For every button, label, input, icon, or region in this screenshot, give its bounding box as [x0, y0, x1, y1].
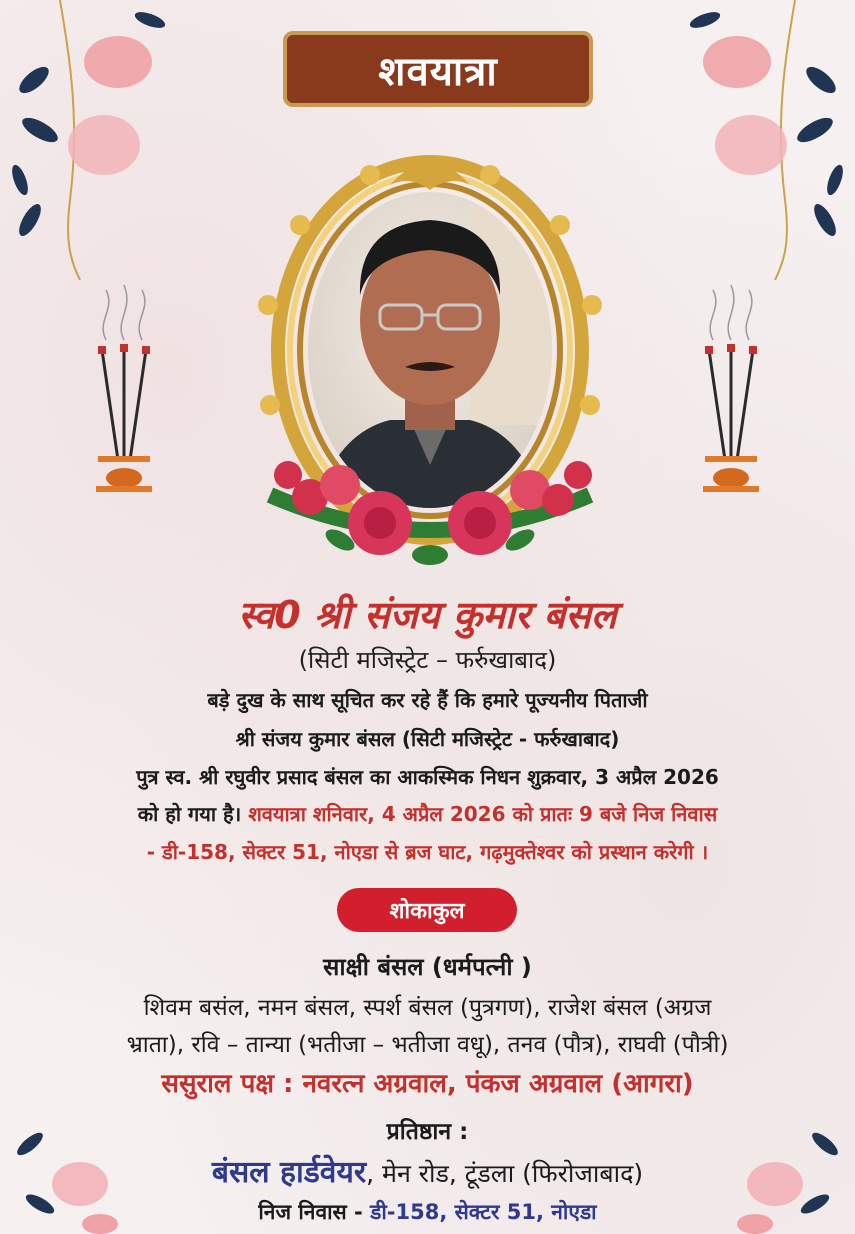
title-banner [283, 31, 593, 107]
message-line-5: - डी-158, सेक्टर 51, नोएडा से ब्रज घाट, गढ़मुक्तेश्वर को प्रस्थान करेगी । [146, 840, 709, 864]
deceased-name: स्व0 श्री संजय कुमार बंसल [238, 593, 617, 637]
designation: (सिटी मजिस्ट्रेट – फर्रुखाबाद) [298, 646, 557, 674]
floral-corner-top-right [675, 0, 855, 280]
home-address: डी-158, सेक्टर 51, नोएडा [370, 1200, 597, 1224]
mourner-wife: साक्षी बंसल (धर्मपत्नी ) [323, 953, 532, 981]
funeral-procession-details: शवयात्रा शनिवार, 4 अप्रैल 2026 को प्रातः 9 बजे निज निवास [248, 802, 718, 826]
establishment-line [0, 1150, 855, 1191]
incense-sticks-icon [92, 280, 156, 500]
home-label: निज निवास - [258, 1200, 371, 1224]
mourner-family-line-2: भ्राता), रवि – तान्या (भतीजा – भतीजा वधू), तनव (पौत्र), राघवी (पौत्री) [126, 1032, 729, 1058]
in-laws-line: ससुराल पक्ष : नवरत्न अग्रवाल, पंकज अग्रवाल (आगरा) [161, 1069, 694, 1099]
incense-sticks-icon [699, 280, 763, 500]
mourner-family-line-1: शिवम बसंल, नमन बंसल, स्पर्श बंसल (पुत्रगण), राजेश बंसल (अग्रज [143, 995, 712, 1021]
mourners-badge [337, 888, 517, 932]
message-line-4-text: को हो गया है। [137, 802, 249, 826]
page-title: शवयात्रा [378, 48, 498, 95]
home-address-line [0, 1198, 855, 1226]
message-line-4 [0, 800, 855, 827]
shop-address: , मेन रोड, टूंडला (फिरोजाबाद) [366, 1159, 644, 1188]
message-line-2: श्री संजय कुमार बंसल (सिटी मजिस्ट्रेट - फर्रुखाबाद) [235, 727, 620, 751]
portrait-frame [240, 145, 620, 585]
shop-name: बंसल हार्डवेयर [211, 1155, 367, 1190]
message-line-3: पुत्र स्व. श्री रघुवीर प्रसाद बंसल का आकस्मिक निधन शुक्रवार, 3 अप्रैल 2026 [136, 765, 719, 789]
mourners-badge-label: शोकाकुल [389, 899, 465, 924]
floral-corner-top-left [0, 0, 180, 280]
message-line-1: बड़े दुख के साथ सूचित कर रहे हैं कि हमारे पूज्यनीय पिताजी [207, 688, 648, 712]
establishment-label: प्रतिष्ठान : [386, 1119, 469, 1145]
